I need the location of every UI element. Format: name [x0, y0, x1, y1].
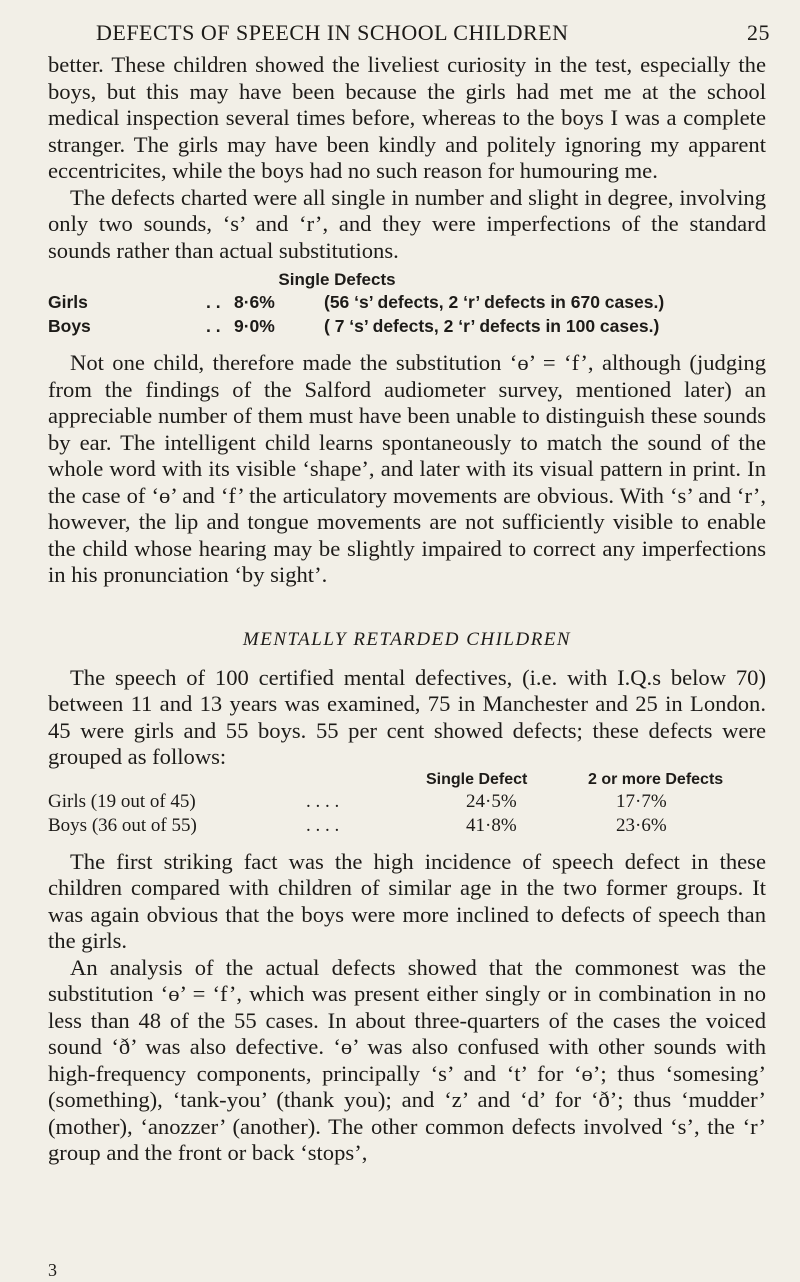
- table1-label: Girls: [48, 292, 88, 312]
- table1-note: (56 ‘s’ defects, 2 ‘r’ defects in 670 cases.): [324, 292, 665, 312]
- book-page: [48, 14, 770, 1167]
- table2-single: 24·5%: [466, 790, 517, 812]
- table2-col-multi: 2 or more Defects: [588, 770, 724, 788]
- table2-label: Girls (19 out of 45): [48, 790, 196, 812]
- table2-row-girls: [48, 791, 766, 815]
- table1-dots: . .: [206, 316, 221, 336]
- paragraph-4: The speech of 100 certified mental defectives, (i.e. with I.Q.s below 70) between 11 and 13 years was examined, 75 in Manchester and 25 in London. 45 were girls and 55 boys. 55 per cent showed defects; these defects were grouped as follows:: [48, 664, 766, 769]
- table1-row-girls: [48, 292, 766, 316]
- section-heading: MENTALLY RETARDED CHILDREN: [242, 628, 572, 650]
- page-number: 25: [747, 20, 770, 45]
- table2-header: [48, 771, 766, 791]
- table2-dots: . . . .: [306, 790, 340, 812]
- table2-row-boys: [48, 815, 766, 839]
- table1-caption: Single Defects: [278, 270, 396, 289]
- table1-note: ( 7 ‘s’ defects, 2 ‘r’ defects in 100 cases.): [324, 316, 660, 336]
- table1-row-boys: [48, 316, 766, 340]
- table1-value: 8·6%: [234, 292, 275, 312]
- paragraph-1: better. These children showed the liveliest curiosity in the test, especially the boys, but this may have been because the girls had met me at the school medical inspection several times before, whereas to the boys I was a complete stranger. The girls may have been kindly and politely ignoring my apparent eccentricites, while the boys had no such reason for humouring me.: [48, 52, 766, 183]
- table1-label: Boys: [48, 316, 91, 336]
- running-title: DEFECTS OF SPEECH IN SCHOOL CHILDREN: [96, 20, 569, 45]
- table2-col-single: Single Defect: [426, 770, 528, 788]
- table1-value: 9·0%: [234, 316, 275, 336]
- paragraph-2: The defects charted were all single in number and slight in degree, involving only two sounds, ‘s’ and ‘r’, and they were imperfections of the standard sounds rather than actual substitutions.: [48, 184, 766, 263]
- table2-label: Boys (36 out of 55): [48, 814, 197, 836]
- table2-single: 41·8%: [466, 814, 517, 836]
- table2-multi: 23·6%: [616, 814, 667, 836]
- signature-mark: 3: [48, 1260, 57, 1280]
- running-head: [48, 14, 770, 52]
- paragraph-6: An analysis of the actual defects showed that the commonest was the substitution ‘ɵ’ = ‘f’, which was present either singly or in combination in no less than 48 of the 55 cases. In about three-quarters of the cases the voiced sound ‘ð’ was also defective. ‘ɵ’ was also confused with other sounds with high-frequency components, principally ‘s’ and ‘t’ for ‘ɵ’; thus ‘somesing’ (something), ‘tank-you’ (thank you); and ‘z’ and ‘d’ for ‘ð’; thus ‘mudder’ (mother), ‘anozzer’ (another). The other common defects involved ‘s’, the ‘r’ group and the front or back ‘stops’,: [48, 954, 766, 1165]
- paragraph-3: Not one child, therefore made the substitution ‘ɵ’ = ‘f’, although (judging from the findings of the Salford audiometer survey, mentioned later) an appreciable number of them must have been unable to distinguish these sounds by ear. The intelligent child learns spontaneously to match the sound of the whole word with its visible ‘shape’, and later with its visual pattern in print. In the case of ‘ɵ’ and ‘f’ the articulatory movements are obvious. With ‘s’ and ‘r’, however, the lip and tongue movements are not sufficiently visible to enable the child whose hearing may be slightly impaired to correct any imperfections in his pronunciation ‘by sight’.: [48, 350, 766, 587]
- paragraph-5: The first striking fact was the high incidence of speech defect in these children compared with children of similar age in the two former groups. It was again obvious that the boys were more inclined to defects of speech than the girls.: [48, 848, 766, 953]
- table2-multi: 17·7%: [616, 790, 667, 812]
- table2-dots: . . . .: [306, 814, 340, 836]
- table1-dots: . .: [206, 292, 221, 312]
